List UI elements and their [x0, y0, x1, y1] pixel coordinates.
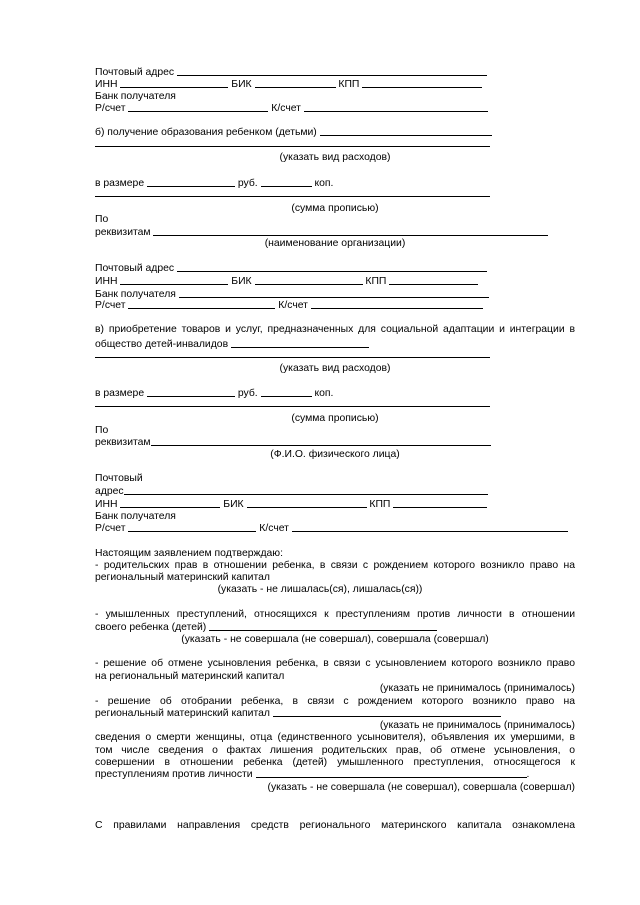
- item5-line3: совершении в отношении ребенка (детей) умышленного преступления, относящегося к: [95, 757, 575, 768]
- corr-account-label: К/счет: [278, 300, 308, 311]
- item2-line2: своего ребенка (детей): [95, 622, 207, 633]
- kop-label: коп.: [314, 178, 334, 189]
- bank-line: [179, 296, 489, 298]
- acknowledgement-line: С правилами направления средств регионального материнского капитала ознакомлена: [95, 820, 575, 831]
- inn-bik-kpp-row: [95, 499, 487, 511]
- bank-label: Банк получателя: [95, 289, 176, 300]
- sum-words-hint: (сумма прописью): [291, 413, 379, 424]
- item3-line1: - решение об отмене усыновления ребенка, в связи с усыновлением которого возникло право: [95, 658, 575, 669]
- kpp-line: [389, 283, 478, 285]
- bik-label: БИК: [223, 499, 244, 510]
- bik-label: БИК: [231, 276, 252, 287]
- section-c-title-line: [231, 346, 369, 348]
- bank-row: [95, 91, 176, 103]
- item1-hint: (указать - не лишалась(ся), лишалась(ся)): [217, 584, 423, 595]
- confirmation-intro: Настоящим заявлением подтверждаю:: [95, 548, 283, 559]
- postal-address-row: [95, 263, 487, 275]
- section-b-title: б) получение образования ребенком (детьми): [95, 127, 317, 138]
- item5-row: [95, 769, 529, 781]
- kpp-label: КПП: [369, 499, 391, 510]
- bik-label: БИК: [231, 79, 252, 90]
- kop-label: коп.: [314, 388, 334, 399]
- postal-address-line: [124, 493, 488, 495]
- item1-line1: - родительских прав в отношении ребенка, в связи с рождением которого возникло право на: [95, 560, 575, 571]
- rub-line: [147, 185, 235, 187]
- account-label: Р/счет: [95, 103, 126, 114]
- section-b-title-line: [320, 134, 492, 136]
- bank-row: [95, 511, 176, 523]
- inn-label: ИНН: [95, 499, 118, 510]
- sum-words-line: [95, 195, 490, 197]
- item5-hint: (указать - не совершала (не совершал), совершала (совершал): [267, 782, 575, 793]
- item4-line: [273, 715, 501, 717]
- accounts-row: [95, 103, 488, 115]
- corr-account-line: [311, 307, 483, 309]
- item2-line1: - умышленных преступлений, относящихся к преступлениям против личности в отношении: [95, 609, 575, 620]
- requisites-label: реквизитам: [95, 437, 151, 448]
- kpp-line: [393, 506, 487, 508]
- address-label: адрес: [95, 486, 124, 497]
- item5-line4: преступлениям против личности: [95, 769, 253, 780]
- kpp-label: КПП: [365, 276, 387, 287]
- organization-hint: (наименование организации): [264, 238, 406, 249]
- account-line: [128, 530, 256, 532]
- inn-label: ИНН: [95, 79, 118, 90]
- item4-line1: - решение об отобрании ребенка, в связи с рождением которого возникло право на: [95, 696, 575, 707]
- person-name-line: [151, 444, 491, 446]
- organization-line: [153, 234, 548, 236]
- accounts-row: [95, 300, 483, 312]
- corr-account-line: [304, 110, 488, 112]
- kpp-line: [362, 86, 482, 88]
- item1-line2: региональный материнский капитал: [95, 572, 270, 583]
- postal-label: Почтовый: [95, 473, 143, 484]
- bank-label: Банк получателя: [95, 91, 176, 102]
- expense-type-line: [95, 356, 490, 358]
- sum-words-row: [95, 188, 490, 200]
- item3-line2: на региональный материнский капитал: [95, 671, 285, 682]
- kop-line: [261, 395, 312, 397]
- expense-hint: (указать вид расходов): [279, 152, 391, 163]
- corr-account-label: К/счет: [271, 103, 301, 114]
- inn-line: [120, 283, 228, 285]
- account-line: [128, 307, 275, 309]
- by-label: По: [95, 425, 109, 436]
- kop-line: [261, 185, 312, 187]
- expense-type-line: [95, 145, 490, 147]
- item2-line: [209, 629, 437, 631]
- corr-account-line: [292, 530, 568, 532]
- accounts-row: [95, 523, 568, 535]
- bik-line: [255, 86, 336, 88]
- sum-words-line: [95, 405, 490, 407]
- item4-row: [95, 708, 501, 720]
- item2-row: [95, 622, 437, 634]
- item5-line: [256, 776, 527, 778]
- account-line: [128, 110, 268, 112]
- bank-label: Банк получателя: [95, 511, 176, 522]
- account-label: Р/счет: [95, 523, 126, 534]
- item5-end: .: [526, 769, 530, 780]
- amount-label: в размере: [95, 178, 145, 189]
- expense-hint: (указать вид расходов): [279, 363, 391, 374]
- sum-words-hint: (сумма прописью): [291, 203, 379, 214]
- inn-line: [120, 506, 220, 508]
- rub-line: [147, 395, 235, 397]
- item5-line1: сведения о смерти женщины, отца (единственного усыновителя), объявления их умершими, в: [95, 732, 575, 743]
- bik-line: [247, 506, 367, 508]
- postal-address-line: [177, 270, 487, 272]
- corr-account-label: К/счет: [259, 523, 289, 534]
- kpp-label: КПП: [338, 79, 360, 90]
- sum-words-row: [95, 398, 490, 410]
- account-label: Р/счет: [95, 300, 126, 311]
- postal-address-label: Почтовый адрес: [95, 67, 175, 78]
- rub-label: руб.: [237, 388, 258, 399]
- inn-line: [120, 86, 228, 88]
- section-c-title-line1: в) приобретение товаров и услуг, предназначенных для социальной адаптации и интеграции в: [95, 324, 575, 335]
- requisites-label: реквизитам: [95, 227, 151, 238]
- rub-label: руб.: [237, 178, 258, 189]
- person-name-hint: (Ф.И.О. физического лица): [270, 449, 400, 460]
- postal-address-row: [95, 67, 487, 79]
- requisites-row: [95, 437, 491, 449]
- item4-hint: (указать не принималось (принималось): [379, 720, 575, 731]
- section-b-expense-row: [95, 138, 490, 150]
- address-row: [95, 486, 488, 498]
- item4-line2: региональный материнский капитал: [95, 708, 270, 719]
- inn-bik-kpp-row: [95, 276, 478, 288]
- postal-address-label: Почтовый адрес: [95, 263, 175, 274]
- section-c-title-line2: общество детей-инвалидов: [95, 339, 229, 350]
- inn-bik-kpp-row: [95, 79, 482, 91]
- postal-address-line: [177, 74, 487, 76]
- section-c-expense-row: [95, 349, 490, 361]
- bik-line: [255, 283, 363, 285]
- item3-hint: (указать не принималось (принималось): [379, 683, 575, 694]
- item2-hint: (указать - не совершала (не совершал), совершала (совершал): [181, 634, 489, 645]
- item5-line2: том числе сведения о фактах лишения родительских прав, об отмене усыновления, о: [95, 745, 575, 756]
- inn-label: ИНН: [95, 276, 118, 287]
- amount-label: в размере: [95, 388, 145, 399]
- by-label: По: [95, 214, 109, 225]
